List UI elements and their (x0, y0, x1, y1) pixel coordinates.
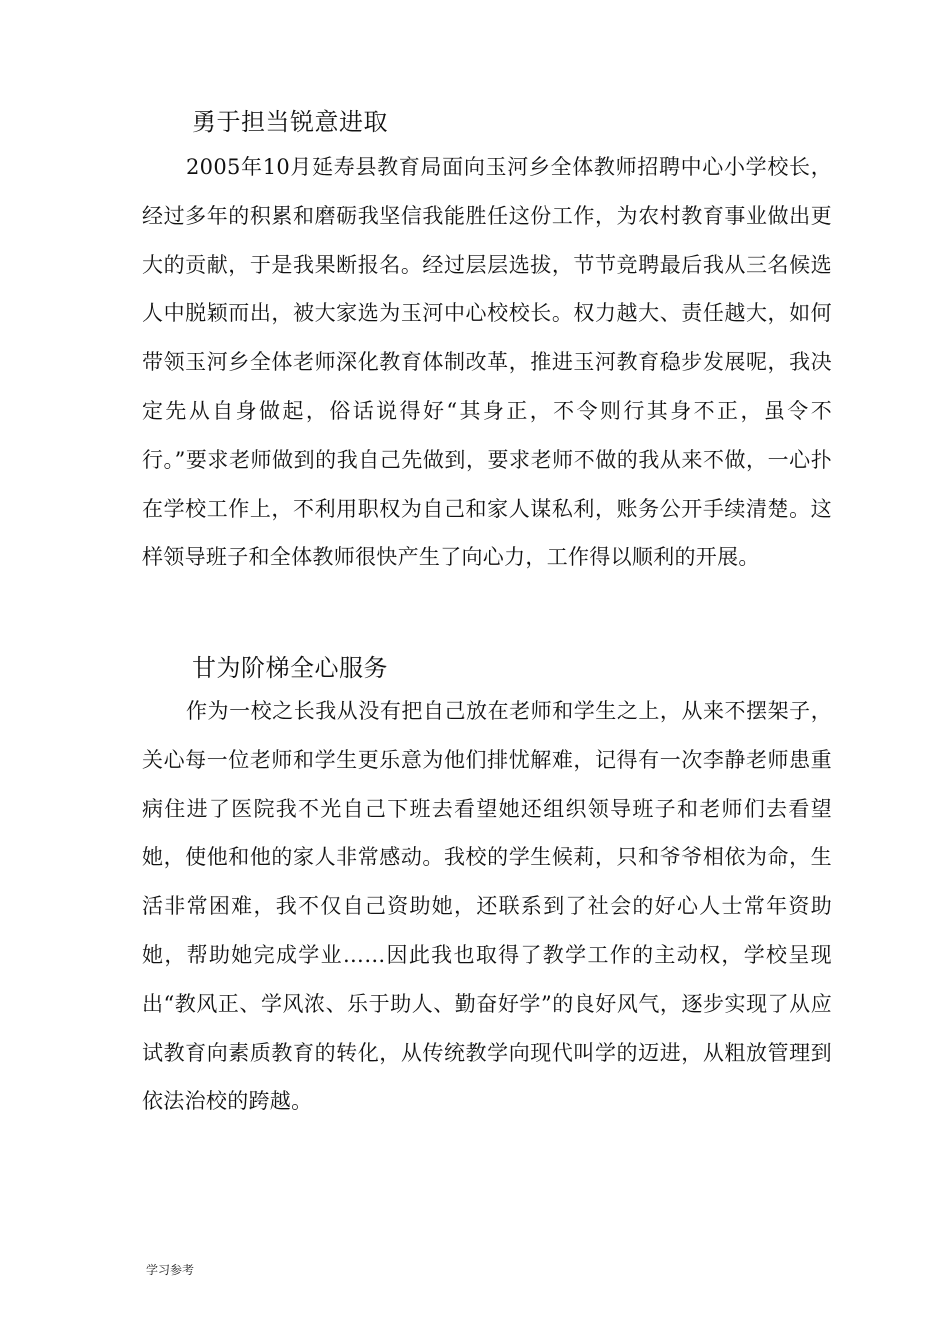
section-paragraph-1: 2005年10月延寿县教育局面向玉河乡全体教师招聘中心小学校长，经过多年的积累和磨砺我坚信我能胜任这份工作，为农村教育事业做出更大的贡献，于是我果断报名。经过层层选拔，节节竞聘最后我从三名候选人中脱颖而出，被大家选为玉河中心校校长。权力越大、责任越大，如何带领玉河乡全体老师深化教育体制改革，推进玉河教育稳步发展呢，我决定先从自身做起，俗话说得好“其身正，不令则行其身不正，虽令不行。”要求老师做到的我自己先做到，要求老师不做的我从来不做，一心扑在学校工作上，不利用职权为自己和家人谋私利，账务公开手续清楚。这样领导班子和全体教师很快产生了向心力，工作得以顺利的开展。 (142, 155, 832, 570)
section-heading-2: 甘为阶梯全心服务 (192, 654, 388, 682)
section-heading-1: 勇于担当锐意进取 (192, 108, 388, 136)
footer-note: 学习参考 (146, 1263, 195, 1277)
section-paragraph-2: 作为一校之长我从没有把自己放在老师和学生之上，从来不摆架子，关心每一位老师和学生更乐意为他们排忧解难，记得有一次李静老师患重病住进了医院我不光自己下班去看望她还组织领导班子和老师们去看望她，使他和他的家人非常感动。我校的学生候莉，只和爷爷相依为命，生活非常困难，我不仅自己资助她，还联系到了社会的好心人士常年资助她，帮助她完成学业……因此我也取得了教学工作的主动权，学校呈现出“教风正、学风浓、乐于助人、勤奋好学”的良好风气，逐步实现了从应试教育向素质教育的转化，从传统教学向现代叫学的迈进，从粗放管理到依法治校的跨越。 (142, 699, 832, 1114)
